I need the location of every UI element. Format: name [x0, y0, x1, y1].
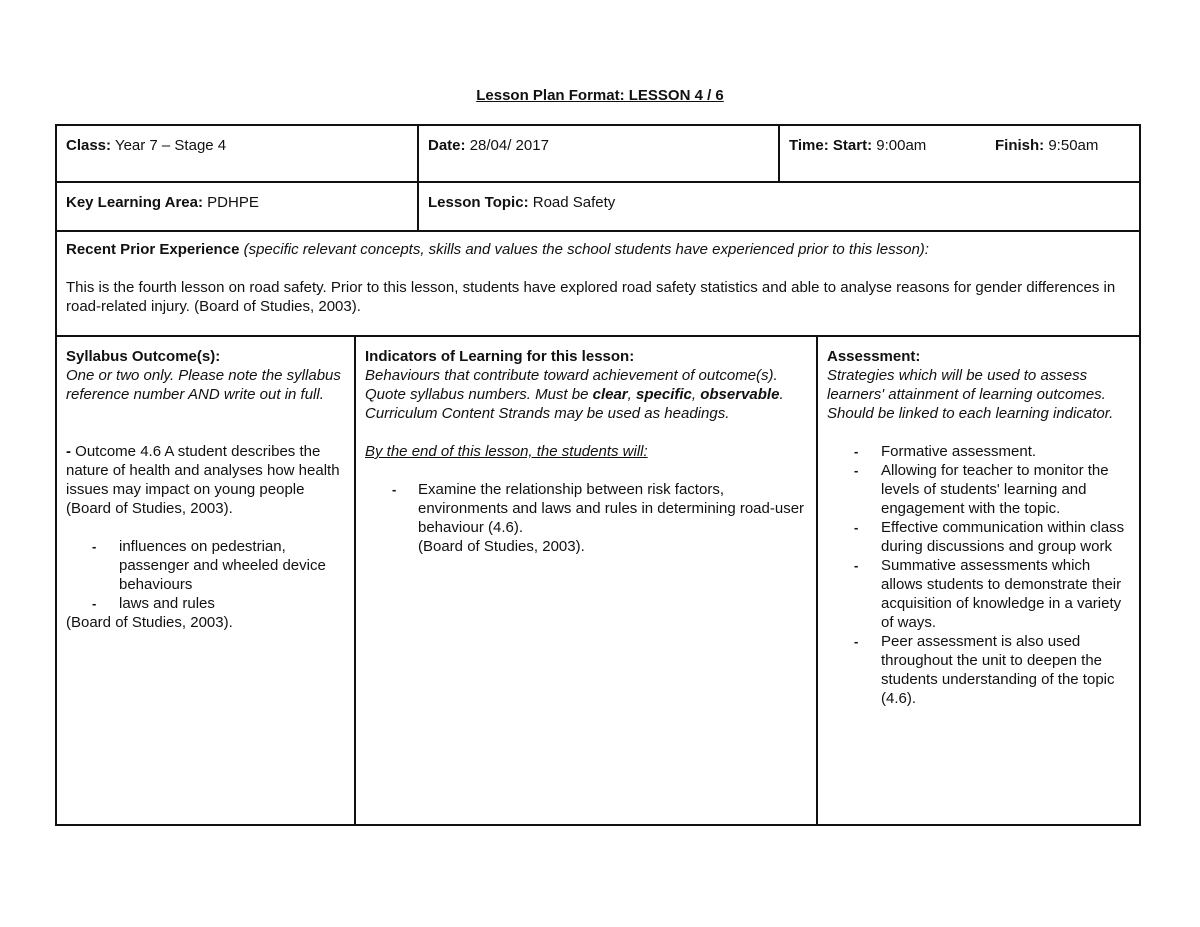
list-item: - Peer assessment is also used throughout the unit to deepen the students understanding of the topic (4.6). [827, 632, 1130, 708]
syllabus-heading: Syllabus Outcome(s): [66, 348, 221, 365]
indicators-list [365, 480, 807, 556]
kla-label: Key Learning Area: [66, 194, 203, 211]
indicators-cell [356, 337, 816, 826]
syllabus-outcome [66, 442, 345, 518]
syllabus-cell [57, 337, 354, 826]
indicators-heading: Indicators of Learning for this lesson: [365, 348, 635, 365]
list-item: - laws and rules [66, 594, 345, 613]
page-title: Lesson Plan Format: LESSON 4 / 6 [476, 87, 724, 104]
prior-experience-hint: (specific relevant concepts, skills and values the school students have experienced prior to this lesson): [243, 241, 929, 258]
list-item: - Examine the relationship between risk factors, environments and laws and rules in determining road-user behaviour (4.6). (Board of Studies, 2003). [365, 480, 807, 556]
prior-experience-text: This is the fourth lesson on road safety. Prior to this lesson, students have explored road safety statistics and able to analyse reasons for gender differences in road-related injury. (Board of Studies, 2003). [66, 279, 1116, 315]
list-item: - Summative assessments which allows students to demonstrate their acquisition of knowledge in a variety of ways. [827, 556, 1130, 632]
syllabus-hint: One or two only. Please note the syllabus reference number AND write out in full. [66, 367, 341, 403]
class-value: Year 7 – Stage 4 [114, 137, 227, 154]
list-item: - Effective communication within class during discussions and group work [827, 518, 1130, 556]
list-item: - Allowing for teacher to monitor the levels of students' learning and engagement with the topic. [827, 461, 1130, 518]
date-cell [419, 126, 778, 181]
indicators-hint: Behaviours that contribute toward achievement of outcome(s). Quote syllabus numbers. Must be clear, specific, observable. Curriculum Content Strands may be used as headings. [365, 367, 784, 422]
kla-value: PDHPE [207, 194, 259, 211]
assessment-cell [818, 337, 1139, 826]
syllabus-content-list [66, 537, 345, 613]
finish-value: 9:50am [1048, 137, 1099, 154]
topic-cell [419, 183, 1139, 230]
date-value: 28/04/ 2017 [469, 137, 549, 154]
class-cell [57, 126, 417, 181]
assessment-heading: Assessment: [827, 348, 921, 365]
topic-value: Road Safety [532, 194, 616, 211]
outcome-dash: - [66, 443, 71, 460]
assessment-hint: Strategies which will be used to assess learners' attainment of learning outcomes. Should be linked to each learning indicator. [827, 367, 1114, 422]
kla-cell [57, 183, 417, 230]
time-start-value: 9:00am [876, 137, 927, 154]
list-item: - influences on pedestrian, passenger and wheeled device behaviours [66, 537, 345, 594]
syllabus-reference: (Board of Studies, 2003). [66, 614, 233, 631]
prior-experience-cell [57, 232, 1139, 335]
time-start-label: Time: Start: [789, 137, 873, 154]
assessment-list [827, 442, 1130, 708]
prior-experience-label: Recent Prior Experience [66, 241, 240, 258]
class-label: Class: [66, 137, 112, 154]
date-label: Date: [428, 137, 466, 154]
outcome-text: Outcome 4.6 A student describes the nature of health and analyses how health issues may impact on young people (Board of Studies, 2003). [66, 443, 340, 517]
lesson-plan-table [55, 124, 1141, 826]
time-cell [780, 126, 1139, 181]
topic-label: Lesson Topic: [428, 194, 529, 211]
finish-label: Finish: [995, 137, 1045, 154]
indicators-by-end: By the end of this lesson, the students will: [365, 443, 648, 460]
list-item: - Formative assessment. [827, 442, 1130, 461]
